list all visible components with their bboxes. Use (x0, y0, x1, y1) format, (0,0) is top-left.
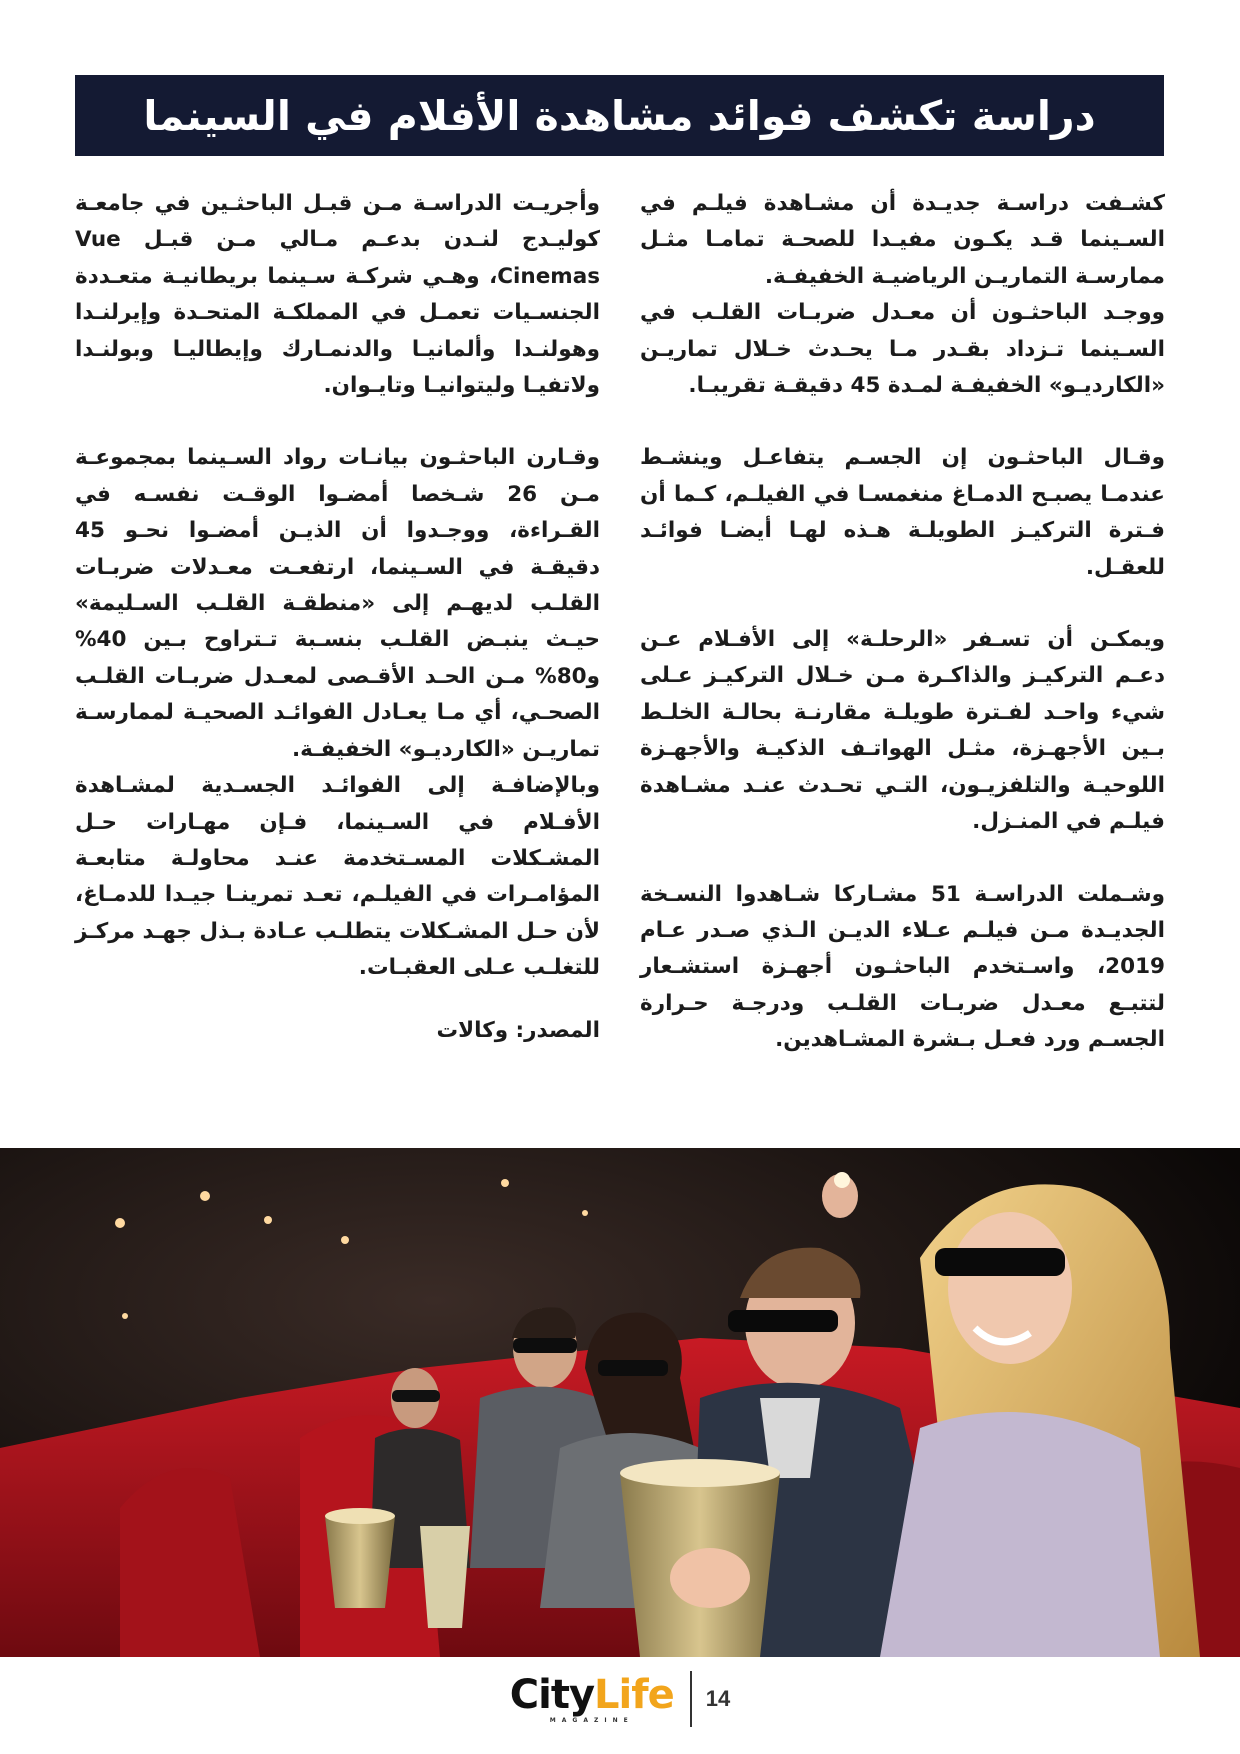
paragraph: كشـفت دراسـة جديـدة أن مشـاهدة فيلـم في السـينما قـد يكـون مفيـدا للصحـة تمامـا مثـل ممارسـة التماريـن الرياضيـة الخفيفـة. (640, 191, 1165, 289)
popcorn-bucket-rim (620, 1459, 780, 1487)
page-title: دراسة تكشف فوائد مشاهدة الأفلام في السينما (143, 91, 1096, 140)
paragraph: وقـارن الباحثـون بيانـات رواد السـينما بمجموعـة مـن 26 شـخصا أمضـوا الوقـت نفسـه في القـراءة، ووجـدوا أن الذيـن أمضـوا نحـو 45 دقيقـة في السـينما، ارتفعـت معـدلات ضربـات القلـب لديهـم إلى «منطقـة القلـب السـليمة» حيـث ينبـض القلـب بنسـبة تـتراوح بـين 40% و80% مـن الحـد الأقـصى لمعـدل ضربـات القلـب الصحـي، أي مـا يعـادل الفوائـد الصحيـة لممارسـة تماريـن «الكارديـو» الخفيفـة. (75, 445, 600, 762)
article-column-left (75, 186, 600, 1049)
ceiling-light (200, 1191, 210, 1201)
3d-glasses (935, 1248, 1065, 1276)
popcorn-bucket (325, 1516, 395, 1608)
3d-glasses (392, 1390, 440, 1402)
popcorn-bucket-rim (325, 1508, 395, 1524)
ceiling-light (341, 1236, 349, 1244)
source-credit: المصدر: وكالات (436, 1017, 600, 1043)
ceiling-light (264, 1216, 272, 1224)
page-number: 14 (705, 1686, 731, 1711)
3d-glasses (513, 1338, 577, 1353)
ceiling-light (501, 1179, 509, 1187)
logo-life-text: Life (594, 1671, 674, 1718)
ceiling-light (582, 1210, 588, 1216)
3d-glasses (728, 1310, 838, 1332)
3d-glasses (598, 1360, 668, 1376)
cinema-audience-photo (0, 1148, 1240, 1657)
footer-divider (690, 1671, 692, 1727)
ceiling-light (122, 1313, 128, 1319)
hand (670, 1548, 750, 1608)
paragraph: ويمكـن أن تسـفر «الرحلـة» إلى الأفـلام عـن دعـم التركيـز والذاكـرة مـن خـلال التركيـز عـلى شيء واحـد لفـترة طويلـة مقارنـة بحالـة الخلـط بـين الأجهـزة، مثـل الهواتـف الذكيـة والأجهـزة اللوحيـة والتلفزيـون، التـي تحـدث عنـد مشـاهدة فيلـم في المنـزل. (640, 627, 1165, 835)
drink-cup (420, 1526, 470, 1628)
paragraph: وقـال الباحثـون إن الجسـم يتفاعـل وينشـط عندمـا يصبـح الدمـاغ منغمسـا في الفيلـم، كـما أن فـترة التركيـز الطويلـة هـذه لهـا أيضـا فوائـد للعقـل. (640, 445, 1165, 580)
logo-subtitle: MAGAZINE (549, 1716, 634, 1724)
title-banner (75, 75, 1164, 156)
logo-city-text: City (509, 1671, 595, 1718)
citylife-logo (509, 1671, 674, 1724)
paragraph: وبالإضافـة إلى الفوائـد الجسـدية لمشـاهدة الأفـلام في السـينما، فـإن مهـارات حـل المشـكلات المسـتخدمة عنـد محاولـة متابعـة المؤامـرات في الفيلـم، تعـد تمرينـا جيـدا للدمـاغ، لأن حـل المشـكلات يتطلـب عـادة بـذل جهـد مركـز للتغلـب عـلى العقبـات. (75, 773, 600, 981)
page-footer (0, 1664, 1240, 1734)
audience-person (880, 1412, 1160, 1657)
paragraph: وأجريـت الدراسـة مـن قبـل الباحثـين في جامعـة كوليـدج لنـدن بدعـم مـالي مـن قبـل Vue Cinemas، وهـي شركـة سـينما بريطانيـة متعـددة الجنسـيات تعمـل في المملكـة المتحـدة وإيرلنـدا وهولنـدا وألمانيـا والدنمـارك وإيطاليـا وبولنـدا ولاتفيـا وليتوانيـا وتايـوان. (75, 191, 600, 399)
article-column-right (640, 186, 1165, 1059)
ceiling-light (115, 1218, 125, 1228)
popcorn (834, 1172, 850, 1188)
paragraph: ووجـد الباحثـون أن معـدل ضربـات القلـب في السـينما تـزداد بقـدر مـا يحـدث خـلال تماريـن «الكارديـو» الخفيفـة لمـدة 45 دقيقـة تقريبـا. (640, 300, 1165, 399)
paragraph: وشـملت الدراسـة 51 مشـاركا شـاهدوا النسـخة الجديـدة مـن فيلـم عـلاء الديـن الـذي صـدر عـام 2019، واسـتخدم الباحثـون أجهـزة استشـعار لتتبـع معـدل ضربـات القلـب ودرجـة حـرارة الجسـم ورد فعـل بـشرة المشـاهدين. (640, 881, 1166, 1053)
